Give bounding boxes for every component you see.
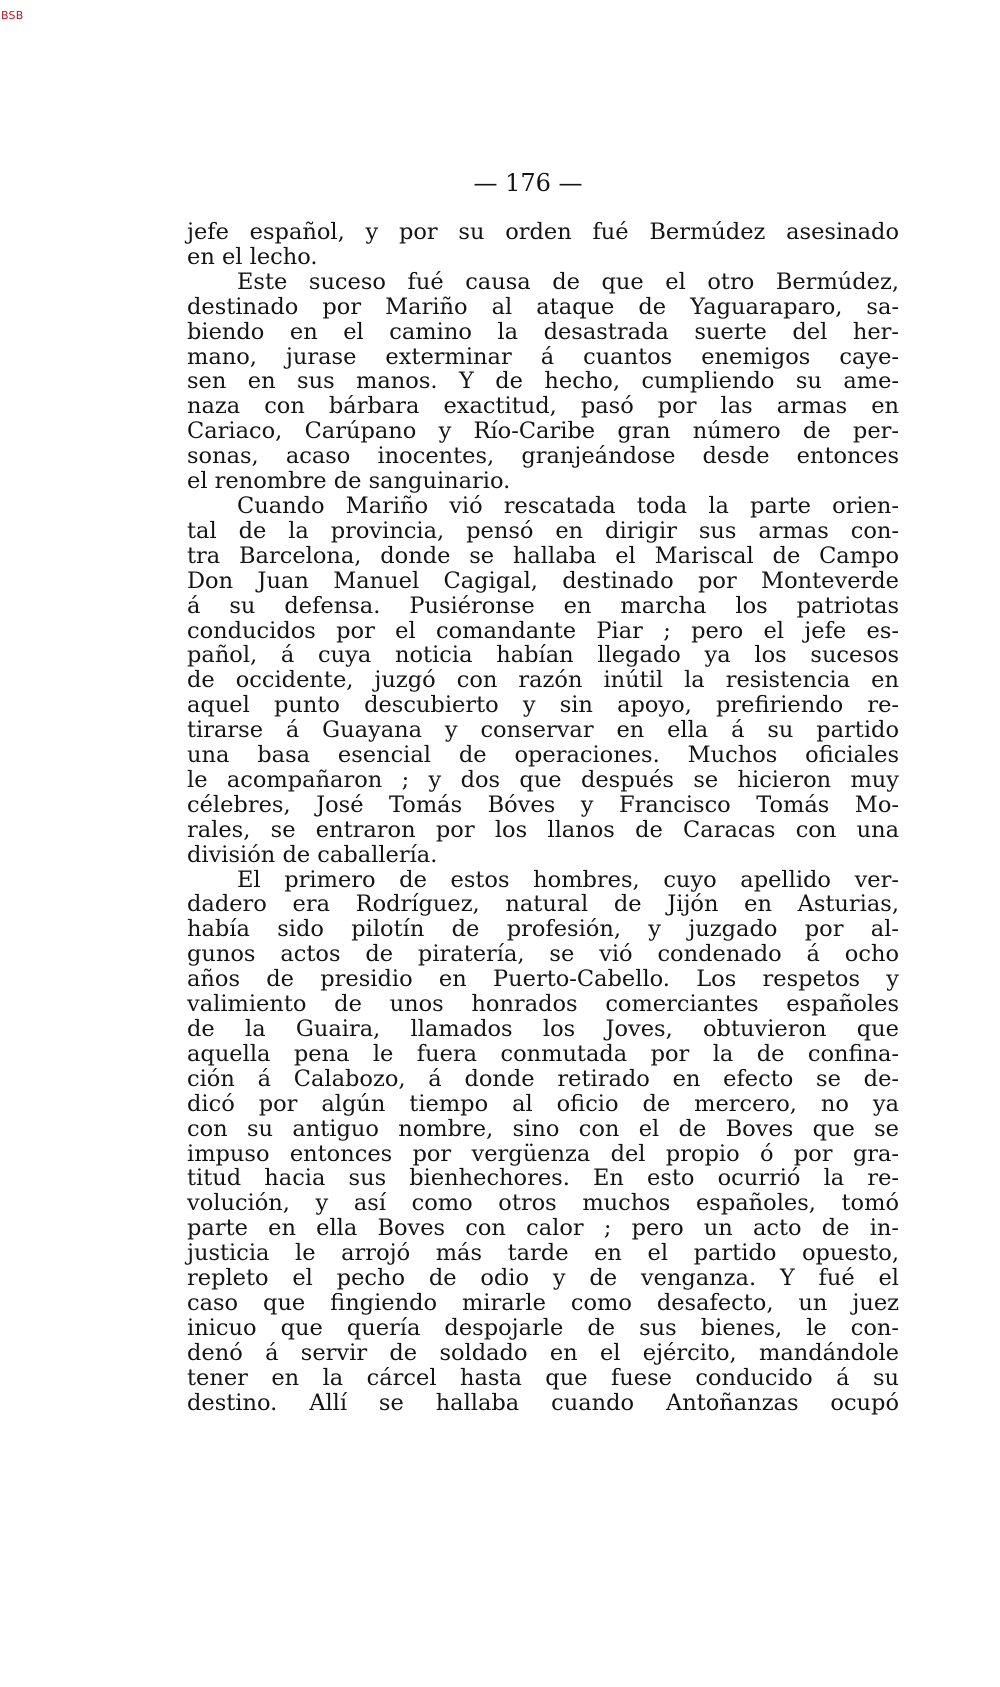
text-line: célebres, José Tomás Bóves y Francisco Tomás Mo- [187,791,899,818]
text-line: tirarse á Guayana y conservar en ella á su partido [187,717,899,744]
text-line: dicó por algún tiempo al oficio de mercero, no ya [187,1090,899,1117]
text-line: jefe español, y por su orden fué Bermúdez asesinado [187,219,899,245]
text-line: mano, jurase exterminar á cuantos enemigos caye- [187,343,899,370]
text-line: sen en sus manos. Y de hecho, cumpliendo su ame- [187,368,899,395]
text-line: Este suceso fué causa de que el otro Bermúdez, [237,268,899,295]
page-number: — 176 — [473,169,583,197]
text-line: una basa esencial de operaciones. Muchos oficiales [187,742,899,769]
text-line: titud hacia sus bienhechores. En esto ocurrió la re- [187,1165,899,1192]
text-line: parte en ella Boves con calor ; pero un acto de in- [187,1215,899,1242]
text-line: rales, se entraron por los llanos de Caracas con una [187,816,899,843]
text-line: conducidos por el comandante Piar ; pero el jefe es- [187,617,899,644]
text-line: impuso entonces por vergüenza del propio ó por gra- [187,1140,899,1167]
text-line: con su antiguo nombre, sino con el de Boves que se [187,1115,899,1142]
text-line: Cuando Mariño vió rescatada toda la parte orien- [237,492,899,519]
text-line: gunos actos de piratería, se vió condenado á ocho [187,941,899,968]
text-line: tener en la cárcel hasta que fuese conducido á su [187,1364,899,1391]
text-line: había sido pilotín de profesión, y juzgado por al- [187,916,899,943]
text-line: aquella pena le fuera conmutada por la de confina- [187,1040,899,1067]
text-line: años de presidio en Puerto-Cabello. Los respetos y [187,966,899,993]
text-line: justicia le arrojó más tarde en el partido opuesto, [187,1240,899,1267]
text-line: división de caballería. [187,841,438,868]
text-line: Cariaco, Carúpano y Río-Caribe gran número de per- [187,418,899,445]
body-text [187,220,899,1416]
text-line: destino. Allí se hallaba cuando Antoñanzas ocupó [187,1389,899,1416]
text-line: ción á Calabozo, á donde retirado en efecto se de- [187,1065,899,1092]
text-line: volución, y así como otros muchos españoles, tomó [187,1190,899,1217]
text-line: repleto el pecho de odio y de venganza. Y fué el [187,1265,899,1292]
text-line: El primero de estos hombres, cuyo apellido ver- [237,866,899,893]
text-line: el renombre de sanguinario. [187,468,511,495]
text-line: de la Guaira, llamados los Joves, obtuvieron que [187,1016,899,1042]
text-line: dadero era Rodríguez, natural de Jijón en Asturias, [187,891,899,918]
text-line: inicuo que quería despojarle de sus bienes, le con- [187,1314,899,1341]
text-line: le acompañaron ; y dos que después se hicieron muy [187,766,899,793]
text-line: aquel punto descubierto y sin apoyo, prefiriendo re- [187,692,899,719]
text-line: sonas, acaso inocentes, granjeándose desde entonces [187,443,899,470]
text-line: tal de la provincia, pensó en dirigir sus armas con- [187,517,899,544]
text-line: naza con bárbara exactitud, pasó por las armas en [187,393,899,420]
text-line: denó á servir de soldado en el ejército, mandándole [187,1339,899,1366]
text-line: pañol, á cuya noticia habían llegado ya los sucesos [187,642,899,669]
text-line: Don Juan Manuel Cagigal, destinado por Monteverde [187,567,899,594]
text-line: de occidente, juzgó con razón inútil la resistencia en [187,667,899,694]
text-line: biendo en el camino la desastrada suerte del her- [187,318,899,345]
text-line: destinado por Mariño al ataque de Yaguaraparo, sa- [187,293,899,320]
text-line: valimiento de unos honrados comerciantes españoles [187,991,899,1018]
library-watermark: BSB [1,9,24,22]
text-line: tra Barcelona, donde se hallaba el Mariscal de Campo [187,542,899,569]
text-line: á su defensa. Pusiéronse en marcha los patriotas [187,592,899,619]
text-line: en el lecho. [187,243,318,270]
text-line: caso que fingiendo mirarle como desafecto, un juez [187,1289,899,1316]
